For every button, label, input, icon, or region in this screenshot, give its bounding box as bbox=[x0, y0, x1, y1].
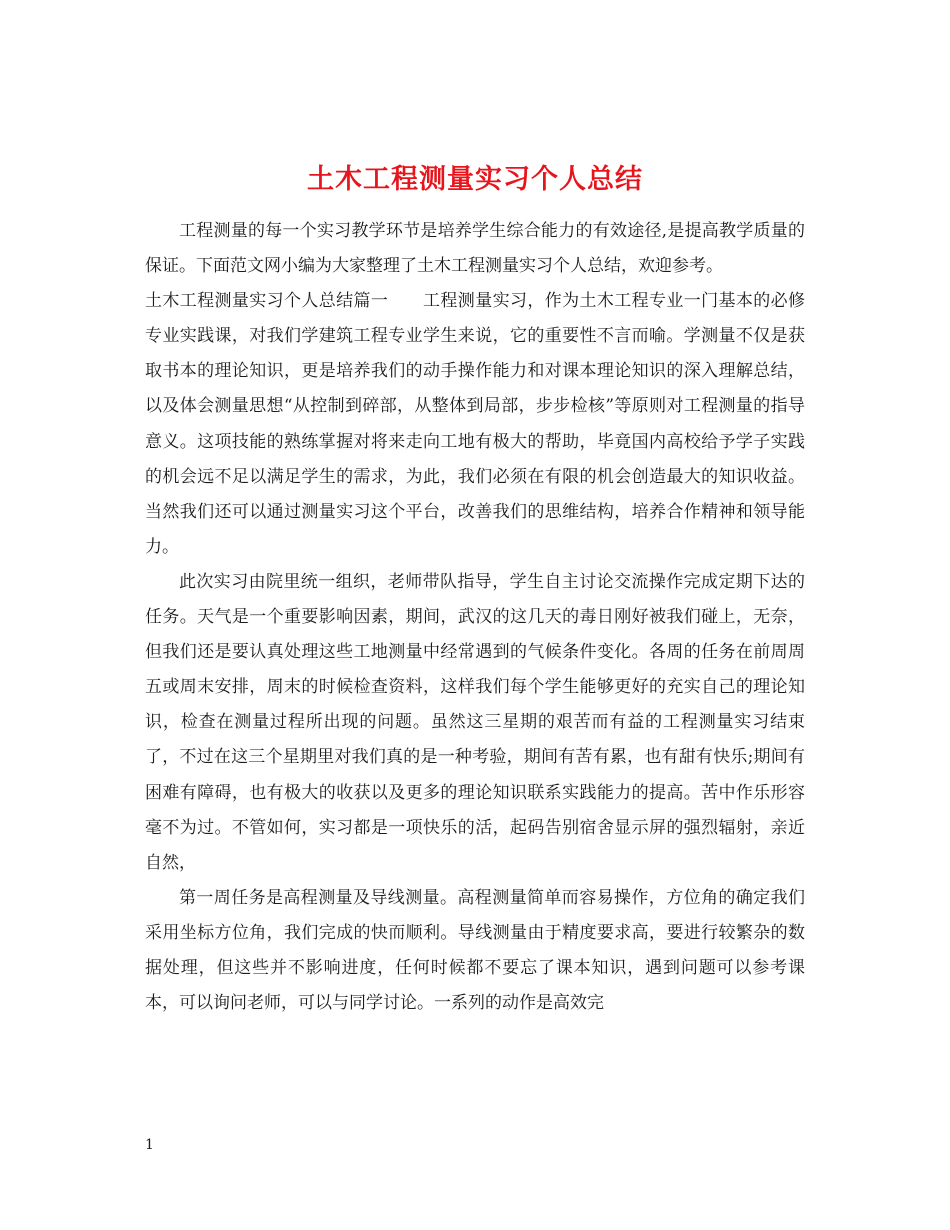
page-title: 土木工程测量实习个人总结 bbox=[307, 164, 643, 196]
paragraph-internship-organization: 此次实习由院里统一组织，老师带队指导，学生自主讨论交流操作完成定期下达的任务。天气是一个重要影响因素，期间，武汉的这几天的毒日刚好被我们碰上，无奈，但我们还是要认真处理这些工地测量中经常遇到的气候条件变化。各周的任务在前周周五或周末安排，周末的时候检查资料，这样我们每个学生能够更好的充实自己的理论知识，检查在测量过程所出现的问题。虽然这三星期的艰苦而有益的工程测量实习结束了，不过在这三个星期里对我们真的是一种考验，期间有苦有累，也有甜有快乐;期间有困难有障碍，也有极大的收获以及更多的理论知识联系实践能力的提高。苦中作乐形容毫不为过。不管如何，实习都是一项快乐的活，起码告别宿舍显示屏的强烈辐射，亲近自然， bbox=[145, 571, 805, 873]
paragraph-section-one: 土木工程测量实习个人总结篇一 工程测量实习，作为土木工程专业一门基本的必修专业实践课，对我们学建筑工程专业学生来说，它的重要性不言而喻。学测量不仅是获取书本的理论知识，更是培养我们的动手操作能力和对课本理论知识的深入理解总结，以及体会测量思想“从控制到碎部，从整体到局部，步步检核”等原则对工程测量的指导意义。这项技能的熟练掌握对将来走向工地有极大的帮助，毕竟国内高校给予学子实践的机会远不足以满足学生的需求，为此，我们必须在有限的机会创造最大的知识收益。当然我们还可以通过测量实习这个平台，改善我们的思维结构，培养合作精神和领导能力。 bbox=[145, 291, 805, 557]
paragraph-first-week: 第一周任务是高程测量及导线测量。高程测量简单而容易操作，方位角的确定我们采用坐标方位角，我们完成的快而顺利。导线测量由于精度要求高，要进行较繁杂的数据处理，但这些并不影响进度，任何时候都不要忘了课本知识，遇到问题可以参考课本，可以询问老师，可以与同学讨论。一系列的动作是高效完 bbox=[145, 887, 805, 1014]
page-number: 1 bbox=[145, 1137, 154, 1153]
document-body bbox=[145, 214, 805, 1021]
paragraph-intro: 工程测量的每一个实习教学环节是培养学生综合能力的有效途径,是提高教学质量的保证。下面范文网小编为大家整理了土木工程测量实习个人总结，欢迎参考。 bbox=[145, 221, 805, 277]
